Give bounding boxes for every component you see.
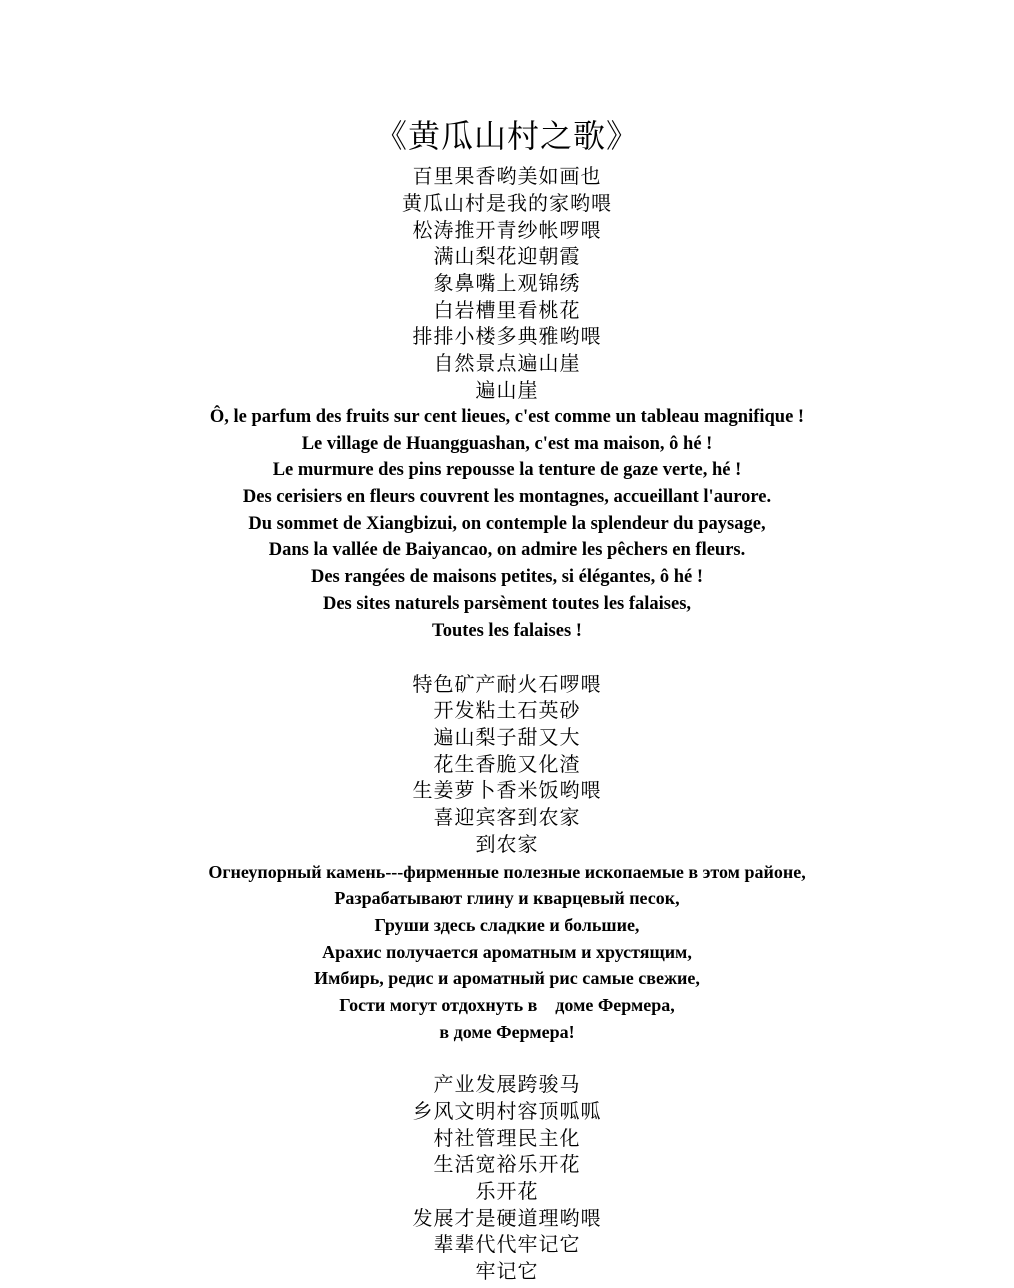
verse3-cn-line-6: 发展才是硬道理哟喂 xyxy=(412,1206,602,1230)
verse2-cn-line-6: 喜迎宾客到农家 xyxy=(433,805,581,829)
verse2-ru-line-3: Груши здесь сладкие и большие, xyxy=(374,915,640,935)
verse3-cn-line-3: 村社管理民主化 xyxy=(433,1126,581,1150)
song-title: 《黄瓜山村之歌》 xyxy=(374,117,639,155)
verse3-cn-line-5: 乐开花 xyxy=(475,1179,539,1203)
verse1-cn-line-7: 排排小楼多典雅哟喂 xyxy=(412,324,602,348)
verse3-cn-line-4: 生活宽裕乐开花 xyxy=(433,1152,581,1176)
verse2-ru-line-4: Арахис получается ароматным и хрустящим, xyxy=(322,942,692,962)
verse2-ru-line-7: в доме Фермера! xyxy=(439,1022,575,1042)
verse1-cn-line-8: 自然景点遍山崖 xyxy=(433,351,581,375)
verse2-ru-line-6: Гости могут отдохнуть в доме Фермера, xyxy=(339,995,675,1015)
verse1-cn-line-5: 象鼻嘴上观锦绣 xyxy=(433,271,581,295)
verse3-cn-line-8: 牢记它 xyxy=(475,1259,539,1283)
verse2-ru-line-2: Разрабатывают глину и кварцевый песок, xyxy=(334,888,680,908)
verse1-cn-line-2: 黄瓜山村是我的家哟喂 xyxy=(402,191,612,215)
verse2-ru-line-5: Имбирь, редис и ароматный рис самые свежие, xyxy=(314,968,700,988)
verse1-fr-line-9: Toutes les falaises ! xyxy=(432,621,582,641)
verse1-cn-line-6: 白岩槽里看桃花 xyxy=(433,298,581,322)
verse2-cn-line-7: 到农家 xyxy=(475,832,539,856)
verse1-cn-line-3: 松涛推开青纱帐啰喂 xyxy=(412,218,602,242)
verse2-cn-line-2: 开发粘土石英砂 xyxy=(433,698,581,722)
verse3-cn-line-7: 辈辈代代牢记它 xyxy=(433,1232,581,1256)
verse1-fr-line-4: Des cerisiers en fleurs couvrent les montagnes, accueillant l'aurore. xyxy=(242,487,772,507)
verse1-cn-line-1: 百里果香哟美如画也 xyxy=(412,164,602,188)
verse1-cn-line-9: 遍山崖 xyxy=(475,378,539,402)
verse1-fr-line-8: Des sites naturels parsèment toutes les falaises, xyxy=(322,594,692,614)
verse1-cn-line-4: 满山梨花迎朝霞 xyxy=(433,244,581,268)
verse1-fr-line-6: Dans la vallée de Baiyancao, on admire les pêchers en fleurs. xyxy=(268,540,746,560)
verse1-fr-line-1: Ô, le parfum des fruits sur cent lieues, c'est comme un tableau magnifique ! xyxy=(209,407,805,427)
verse3-cn-line-1: 产业发展跨骏马 xyxy=(433,1072,581,1096)
verse1-fr-line-5: Du sommet de Xiangbizui, on contemple la splendeur du paysage, xyxy=(248,514,766,534)
verse2-cn-line-3: 遍山梨子甜又大 xyxy=(433,725,581,749)
verse1-fr-line-2: Le village de Huangguashan, c'est ma maison, ô hé ! xyxy=(301,434,713,454)
verse1-fr-line-3: Le murmure des pins repousse la tenture de gaze verte, hé ! xyxy=(272,460,742,480)
verse2-cn-line-5: 生姜萝卜香米饭哟喂 xyxy=(412,778,602,802)
verse1-fr-line-7: Des rangées de maisons petites, si élégantes, ô hé ! xyxy=(310,567,704,587)
verse2-cn-line-4: 花生香脆又化渣 xyxy=(433,752,581,776)
verse2-cn-line-1: 特色矿产耐火石啰喂 xyxy=(412,672,602,696)
verse2-ru-line-1: Огнеупорный камень---фирменные полезные ископаемые в этом районе, xyxy=(208,862,806,882)
verse3-cn-line-2: 乡风文明村容顶呱呱 xyxy=(412,1099,602,1123)
